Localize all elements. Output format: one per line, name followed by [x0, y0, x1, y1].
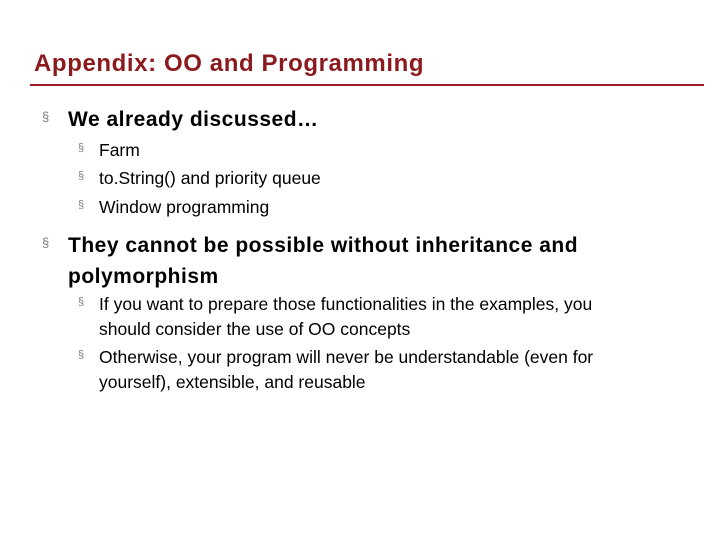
sub-bullet-text: to.String() and priority queue	[99, 168, 321, 188]
bullet-text	[68, 230, 578, 292]
bullet-text-line: They cannot be possible without inheritance and	[68, 234, 579, 257]
bullet-marker: §	[42, 235, 50, 250]
sub-bullet-marker: §	[78, 349, 85, 361]
sub-bullet-item	[0, 138, 140, 163]
sub-bullet-marker: §	[78, 142, 85, 154]
sub-bullet-text-line: Otherwise, your program will never be understandable (even for	[99, 347, 594, 367]
sub-bullet-marker: §	[78, 199, 85, 211]
sub-bullet-item	[0, 166, 321, 191]
sub-bullet-text: Farm	[99, 140, 140, 160]
bullet-text: We already discussed…	[68, 108, 319, 131]
sub-bullet-text-line: yourself), extensible, and reusable	[99, 372, 366, 392]
bullet-item	[0, 230, 578, 292]
bullet-item	[0, 104, 319, 135]
sub-bullet-marker: §	[78, 296, 85, 308]
bullet-text-line: polymorphism	[68, 265, 219, 288]
sub-bullet-text: Window programming	[99, 197, 270, 217]
sub-bullet-item	[0, 345, 593, 395]
sub-bullet-text-line: should consider the use of OO concepts	[99, 319, 411, 339]
sub-bullet-text	[99, 292, 592, 342]
sub-bullet-item	[0, 292, 592, 342]
sub-bullet-marker: §	[78, 170, 85, 182]
slide-title: Appendix: OO and Programming	[34, 50, 425, 77]
bullet-marker: §	[42, 109, 50, 124]
title-underline	[30, 84, 704, 86]
sub-bullet-item	[0, 195, 269, 220]
sub-bullet-text-line: If you want to prepare those functionalities in the examples, you	[99, 294, 593, 314]
sub-bullet-text	[99, 345, 593, 395]
